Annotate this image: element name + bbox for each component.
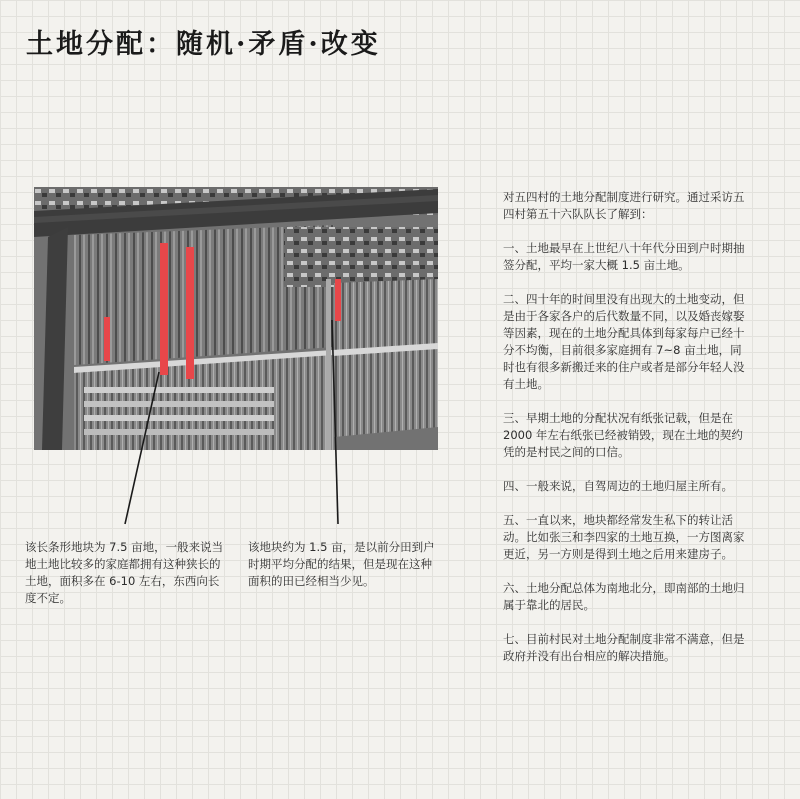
finding-3: 三、早期土地的分配状况有纸张记载，但是在 2000 年左右纸张已经被销毁，现在土地的契约凭的是村民之间的口信。 — [503, 411, 743, 459]
caption-small-parcel: 该地块约为 1.5 亩，是以前分田到户时期平均分配的结果，但是现在这种面积的田已经相当少见。 — [248, 540, 435, 588]
parcel-long-1 — [160, 243, 168, 375]
parcel-small-right — [335, 279, 341, 321]
finding-6: 六、土地分配总体为南地北分，即南部的土地归属于靠北的居民。 — [503, 581, 745, 612]
aerial-photo — [34, 187, 438, 450]
parcel-small-left — [104, 317, 110, 361]
findings-panel — [503, 189, 751, 682]
page-title: 土地分配：随机·矛盾·改变 — [26, 29, 381, 60]
finding-1: 一、土地最早在上世纪八十年代分田到户时期抽签分配，平均一家大概 1.5 亩土地。 — [503, 241, 745, 272]
caption-long-parcel: 该长条形地块为 7.5 亩地，一般来说当地土地比较多的家庭都拥有这种狭长的土地，面积多在 6-10 左右，东西向长度不定。 — [25, 540, 224, 605]
finding-2: 二、四十年的时间里没有出现大的土地变动，但是由于各家各户的后代数量不同，以及婚丧嫁娶等因素，现在的土地分配具体到每家每户已经十分不均衡，目前很多家庭拥有 7~8 亩土地，同时也有很多新搬迁来的住户或者是部分年轻人没有土地。 — [503, 292, 745, 391]
finding-4: 四、一般来说，自驾周边的土地归屋主所有。 — [503, 479, 733, 493]
finding-7: 七、目前村民对土地分配制度非常不满意，但是政府并没有出台相应的解决措施。 — [503, 632, 745, 663]
finding-5: 五、一直以来，地块都经常发生私下的转让活动。比如张三和李四家的土地互换，一方图离家更近，另一方则是得到土地之后用来建房子。 — [503, 513, 745, 561]
findings-intro: 对五四村的土地分配制度进行研究。通过采访五四村第五十六队队长了解到： — [503, 190, 745, 221]
parcel-long-2 — [186, 247, 194, 379]
